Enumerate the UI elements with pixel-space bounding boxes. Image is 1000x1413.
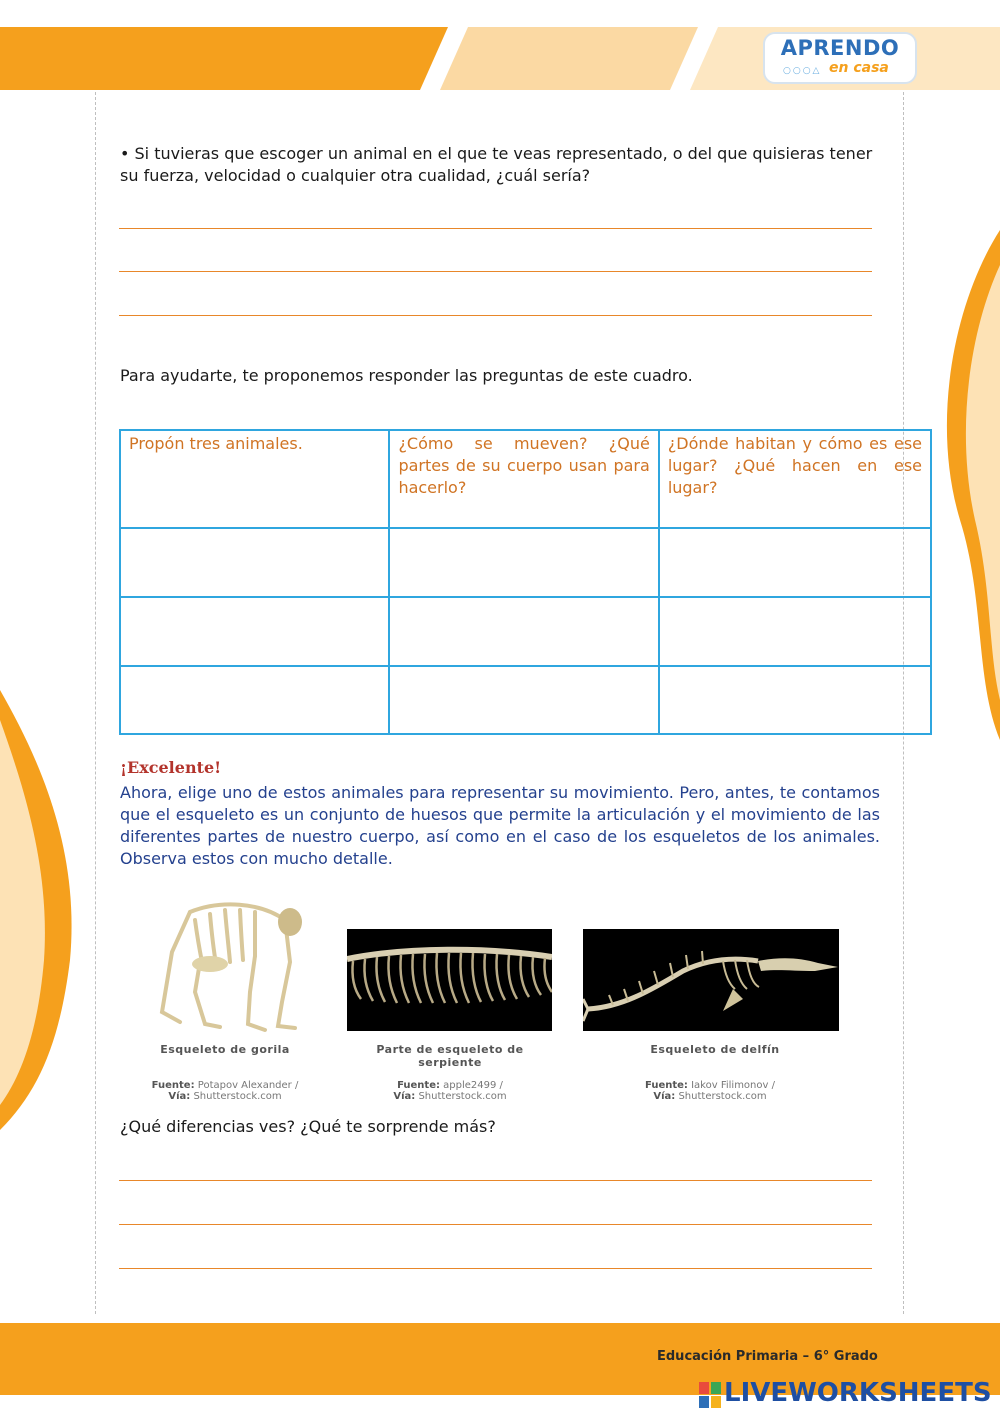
margin-guide-left <box>95 92 96 1314</box>
source-snake-line1: Fuente: apple2499 / <box>397 1080 503 1091</box>
answer-cell[interactable] <box>659 528 931 597</box>
logo-dots: ○○○△ <box>783 66 822 76</box>
header-habitat: ¿Dónde habitan y cómo es ese lugar? ¿Qué hacen en ese lugar? <box>667 434 922 497</box>
logo-subtitle: en casa <box>829 60 889 76</box>
answer-cell[interactable] <box>659 666 931 734</box>
answer-line-4[interactable] <box>119 1180 872 1181</box>
table-row <box>120 666 931 734</box>
answer-line-5[interactable] <box>119 1224 872 1225</box>
source-gorilla <box>135 1080 315 1102</box>
answer-cell[interactable] <box>389 528 658 597</box>
caption-gorilla: Esqueleto de gorila <box>160 1043 290 1056</box>
caption-snake: Parte de esqueleto de serpiente <box>376 1043 524 1069</box>
source-snake <box>360 1080 540 1102</box>
table-header-row <box>120 430 931 528</box>
skeleton-paragraph: Ahora, elige uno de estos animales para representar su movimiento. Pero, antes, te contamos que el esqueleto es un conjunto de huesos que permite la articulación y el movimiento de las diferentes partes de nuestro cuerpo, así como en el caso de los esqueletos de los animales. Observa estos con mucho detalle. <box>120 783 880 868</box>
answer-cell[interactable] <box>120 666 389 734</box>
answer-line-2[interactable] <box>119 271 872 272</box>
answer-cell[interactable] <box>120 597 389 666</box>
liveworksheets-brand[interactable]: LIVEWORKSHEETS <box>724 1378 992 1408</box>
answer-cell[interactable] <box>389 597 658 666</box>
question-2: ¿Qué diferencias ves? ¿Qué te sorprende más? <box>120 1117 496 1136</box>
source-dolphin <box>620 1080 800 1102</box>
answer-line-3[interactable] <box>119 315 872 316</box>
source-gorilla-line1: Fuente: Potapov Alexander / <box>151 1080 299 1091</box>
table-row <box>120 597 931 666</box>
snake-skeleton-drawing <box>347 929 552 1031</box>
intro-text: Para ayudarte, te proponemos responder las preguntas de este cuadro. <box>120 366 693 385</box>
question-1: • Si tuvieras que escoger un animal en el que te veas representado, o del que quisieras tener su fuerza, velocidad o cualquier otra cualidad, ¿cuál sería? <box>120 144 873 185</box>
gorilla-skeleton-image <box>150 892 308 1042</box>
logo-title: APRENDO <box>780 36 900 60</box>
source-gorilla-line2: Vía: Shutterstock.com <box>168 1091 282 1102</box>
answer-line-6[interactable] <box>119 1268 872 1269</box>
caption-dolphin: Esqueleto de delfín <box>650 1043 780 1056</box>
table-row <box>120 528 931 597</box>
source-dolphin-line1: Fuente: Iakov Filimonov / <box>645 1080 775 1091</box>
dolphin-skeleton-image <box>583 929 839 1031</box>
answer-line-1[interactable] <box>119 228 872 229</box>
excellent-heading: ¡Excelente! <box>120 758 222 777</box>
source-snake-line2: Vía: Shutterstock.com <box>393 1091 507 1102</box>
liveworksheets-badge-icon <box>697 1380 723 1410</box>
animals-table <box>119 429 932 735</box>
answer-cell[interactable] <box>120 528 389 597</box>
snake-skeleton-image <box>347 929 552 1031</box>
answer-cell[interactable] <box>389 666 658 734</box>
header-movement: ¿Cómo se mueven? ¿Qué partes de su cuerpo usan para hacerlo? <box>398 434 650 497</box>
table-header-cell <box>389 430 658 528</box>
grade-label: Educación Primaria – 6° Grado <box>657 1349 878 1364</box>
table-header-cell <box>120 430 389 528</box>
answer-cell[interactable] <box>659 597 931 666</box>
table-header-cell <box>659 430 931 528</box>
aprendo-en-casa-logo <box>763 32 917 84</box>
source-dolphin-line2: Vía: Shutterstock.com <box>653 1091 767 1102</box>
header-animals: Propón tres animales. <box>129 434 303 453</box>
dolphin-skeleton-drawing <box>583 929 839 1031</box>
